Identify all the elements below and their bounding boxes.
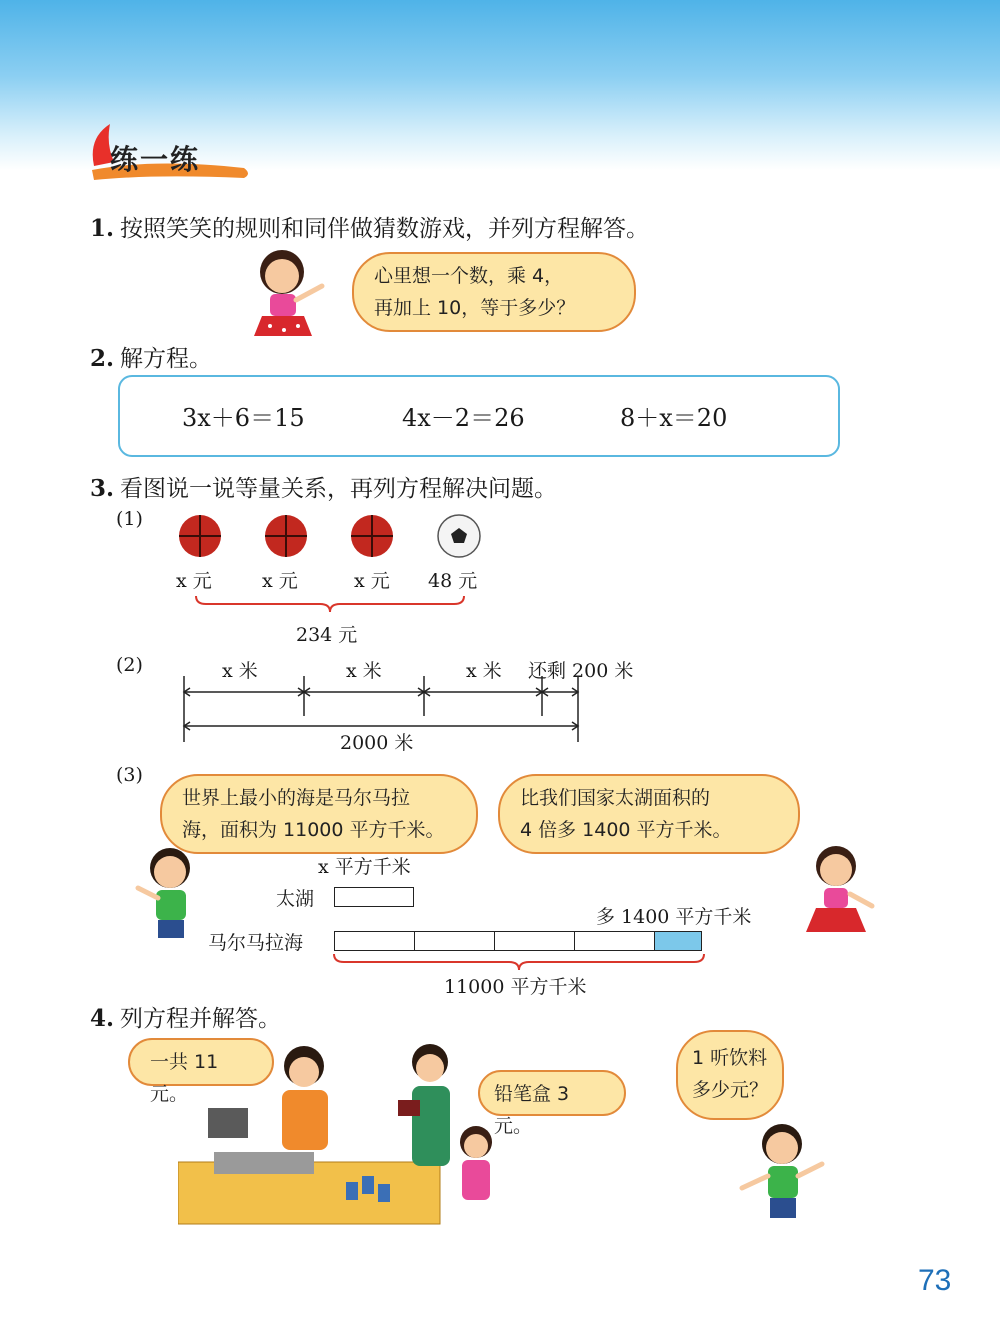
bubble-total-text: 一共 11 元。 (150, 1051, 219, 1105)
speech-bubble-question (676, 1030, 784, 1120)
part-2-label: (2) (116, 654, 143, 676)
taihu-bar (334, 887, 414, 907)
bubble-marmara-line1: 世界上最小的海是马尔马拉 (182, 787, 411, 809)
bubble-rule-line2: 再加上 10，等于多少？ (374, 297, 576, 319)
speech-bubble-rule (352, 252, 636, 332)
customer-jacket (412, 1086, 450, 1166)
part-1-label: (1) (116, 508, 143, 530)
girl-pointing-arm (296, 286, 322, 300)
total-brace-1 (194, 594, 466, 614)
extra-area-label: 多 1400 平方千米 (596, 906, 752, 928)
segment-label-2: x 米 (346, 660, 382, 682)
page-number: 73 (918, 1264, 952, 1297)
customer-face (416, 1054, 444, 1082)
question-3-text: 看图说一说等量关系，再列方程解决问题。 (120, 476, 558, 502)
girl-shirt (270, 294, 296, 316)
part-3-total: 11000 平方千米 (444, 976, 587, 998)
ball-price-1: x 元 (176, 570, 212, 592)
balls-row (174, 512, 494, 562)
bubble-taihu-line2: 4 倍多 1400 平方千米。 (520, 819, 732, 841)
part-2-total: 2000 米 (340, 732, 414, 754)
marmara-bar (334, 931, 702, 951)
segment-label-3: x 米 (466, 660, 502, 682)
question-2-text: 解方程。 (120, 346, 213, 372)
question-1-number: 1. (90, 215, 115, 242)
girl-xiaoxiao-illustration (240, 246, 330, 338)
equation-1: 3x＋6＝15 (182, 404, 305, 432)
girl-skirt (254, 316, 312, 336)
bubble-question-line2: 多少元？ (692, 1079, 769, 1101)
marmara-bar-unit (415, 931, 495, 951)
question-4-text: 列方程并解答。 (120, 1006, 282, 1032)
taihu-unit-label: x 平方千米 (318, 856, 411, 878)
girl-illustration-right (792, 842, 878, 940)
bubble-question-line1: 1 听饮料 (692, 1047, 768, 1069)
register-screen (208, 1108, 248, 1138)
marmara-bar-unit (334, 931, 415, 951)
cashier-face (289, 1057, 319, 1087)
ball-price-3: x 元 (354, 570, 390, 592)
equation-2: 4x－2＝26 (402, 404, 525, 432)
soccer-ball-icon (438, 515, 480, 557)
boy-shorts (158, 920, 184, 938)
child-face (464, 1134, 488, 1158)
basketball-icon (265, 515, 307, 557)
cashier-apron (282, 1090, 328, 1150)
ball-price-4: 48 元 (428, 570, 478, 592)
question-2-number: 2. (90, 345, 115, 372)
marmara-bar-extra (655, 931, 702, 951)
marmara-label: 马尔马拉海 (208, 932, 304, 954)
ball-price-2: x 元 (262, 570, 298, 592)
bubble-pencil-text: 铅笔盒 3 元。 (494, 1083, 570, 1137)
girl-face (265, 259, 299, 293)
speech-bubble-marmara (160, 774, 478, 854)
part-1-total: 234 元 (296, 624, 358, 646)
question-1 (90, 210, 649, 243)
total-brace-3 (332, 952, 706, 972)
cash-register (214, 1152, 314, 1174)
marmara-bar-unit (495, 931, 575, 951)
segment-label-1: x 米 (222, 660, 258, 682)
question-3 (90, 470, 557, 503)
basketball-icon (351, 515, 393, 557)
taihu-label: 太湖 (276, 888, 315, 910)
pencil-case-icon (398, 1100, 420, 1116)
bubble-taihu-line1: 比我们国家太湖面积的 (520, 787, 711, 809)
boy-illustration (130, 844, 210, 940)
boy-question-illustration (734, 1118, 830, 1226)
bubble-marmara-line2: 海，面积为 11000 平方千米。 (182, 819, 445, 841)
question-3-number: 3. (90, 475, 115, 502)
question-1-text: 按照笑笑的规则和同伴做猜数游戏，并列方程解答。 (120, 216, 650, 242)
shop-scene-illustration (178, 1042, 524, 1226)
speech-bubble-taihu (498, 774, 800, 854)
equation-3: 8＋x＝20 (620, 404, 728, 432)
marmara-bar-unit (575, 931, 655, 951)
bubble-rule-line1: 心里想一个数，乘 4， (374, 265, 564, 287)
boy-shirt (156, 890, 186, 920)
part-3-label: (3) (116, 764, 143, 786)
remain-label: 还剩 200 米 (528, 660, 634, 682)
boy-face (154, 856, 186, 888)
question-4 (90, 1000, 281, 1033)
child-dress (462, 1160, 490, 1200)
question-4-number: 4. (90, 1005, 115, 1032)
question-2 (90, 340, 212, 373)
basketball-icon (179, 515, 221, 557)
section-title: 练一练 (110, 143, 201, 176)
